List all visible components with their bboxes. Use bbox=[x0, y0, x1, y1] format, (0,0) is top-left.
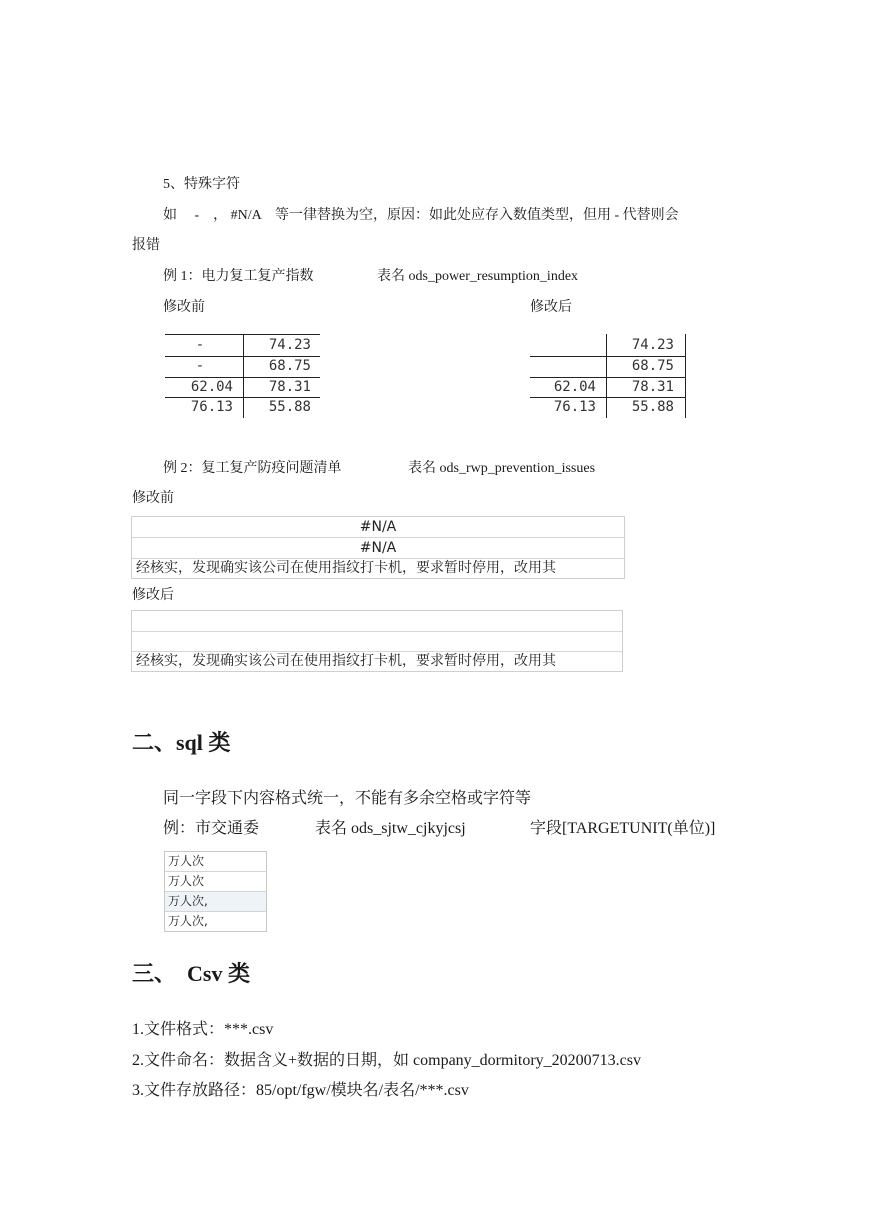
table-cell: - bbox=[195, 358, 205, 374]
table-cell bbox=[530, 335, 596, 356]
sql-example-label: 例：市交通委 bbox=[163, 820, 260, 837]
table-row bbox=[165, 335, 321, 356]
table-row bbox=[530, 377, 690, 398]
special-chars-description: 如 - ， #N/A 等一律替换为空，原因：如此处应存入数值类型，但用 - 代替则会 bbox=[163, 208, 679, 223]
example1-before-label: 修改前 bbox=[163, 300, 205, 315]
example1-table-name: 表名 ods_power_resumption_index bbox=[377, 269, 579, 284]
table-row: #N/A bbox=[132, 538, 624, 559]
sql-field-name: 字段[TARGETUNIT(单位)] bbox=[530, 820, 716, 837]
table-row: #N/A bbox=[132, 517, 624, 538]
table-cell: 68.75 bbox=[268, 358, 311, 374]
csv-item-naming: 2.文件命名：数据含义+数据的日期，如 company_dormitory_20200713.csv bbox=[132, 1052, 641, 1069]
table-row bbox=[132, 611, 622, 632]
list-item: 万人次, bbox=[165, 892, 266, 912]
table-cell: 76.13 bbox=[553, 399, 596, 415]
table-row bbox=[165, 397, 321, 418]
table-row bbox=[530, 356, 690, 377]
example2-table-name: 表名 ods_rwp_prevention_issues bbox=[408, 461, 596, 476]
example1-label: 例 1：电力复工复产指数 bbox=[163, 269, 314, 284]
csv-item-format: 1.文件格式：***.csv bbox=[132, 1021, 274, 1038]
list-item: 万人次 bbox=[165, 852, 266, 872]
example2-after-table bbox=[131, 610, 623, 672]
table-row bbox=[530, 397, 690, 418]
example2-before-table bbox=[131, 516, 625, 579]
list-item: 万人次, bbox=[168, 914, 208, 928]
section-title-special-chars: 5、特殊字符 bbox=[163, 177, 240, 192]
table-row bbox=[132, 631, 622, 652]
table-cell: 74.23 bbox=[268, 337, 311, 353]
example2-after-label: 修改后 bbox=[132, 588, 174, 603]
unit-list-table bbox=[164, 851, 267, 932]
table-row bbox=[165, 377, 321, 398]
section-heading-csv: 三、 Csv 类 bbox=[132, 961, 250, 986]
table-cell bbox=[530, 356, 596, 377]
list-item: 万人次 bbox=[165, 872, 266, 892]
table-row bbox=[165, 356, 321, 377]
table-cell: 62.04 bbox=[190, 379, 233, 395]
section-heading-sql: 二、sql 类 bbox=[132, 730, 231, 755]
table-cell: 68.75 bbox=[631, 358, 674, 374]
example2-before-label: 修改前 bbox=[132, 491, 174, 506]
example1-after-table bbox=[530, 334, 690, 418]
table-cell: 76.13 bbox=[190, 399, 233, 415]
example1-after-label: 修改后 bbox=[530, 300, 572, 315]
table-row: 经核实，发现确实该公司在使用指纹打卡机，要求暂时停用，改用其 bbox=[136, 653, 556, 669]
table-cell: 62.04 bbox=[553, 379, 596, 395]
csv-item-path: 3.文件存放路径：85/opt/fgw/模块名/表名/***.csv bbox=[132, 1082, 469, 1099]
example2-label: 例 2：复工复产防疫问题清单 bbox=[163, 461, 342, 476]
table-cell: 78.31 bbox=[268, 379, 311, 395]
table-cell: 55.88 bbox=[268, 399, 311, 415]
example1-before-table bbox=[165, 334, 321, 418]
table-row bbox=[530, 335, 690, 356]
sql-rule-text: 同一字段下内容格式统一，不能有多余空格或字符等 bbox=[163, 790, 532, 807]
sql-table-name: 表名 ods_sjtw_cjkyjcsj bbox=[315, 820, 466, 837]
table-row: 经核实，发现确实该公司在使用指纹打卡机，要求暂时停用，改用其 bbox=[136, 560, 556, 576]
special-chars-description-cont: 报错 bbox=[132, 238, 160, 253]
table-cell: 78.31 bbox=[631, 379, 674, 395]
table-cell: 55.88 bbox=[631, 399, 674, 415]
table-cell: 74.23 bbox=[631, 337, 674, 353]
table-cell: - bbox=[195, 337, 205, 353]
